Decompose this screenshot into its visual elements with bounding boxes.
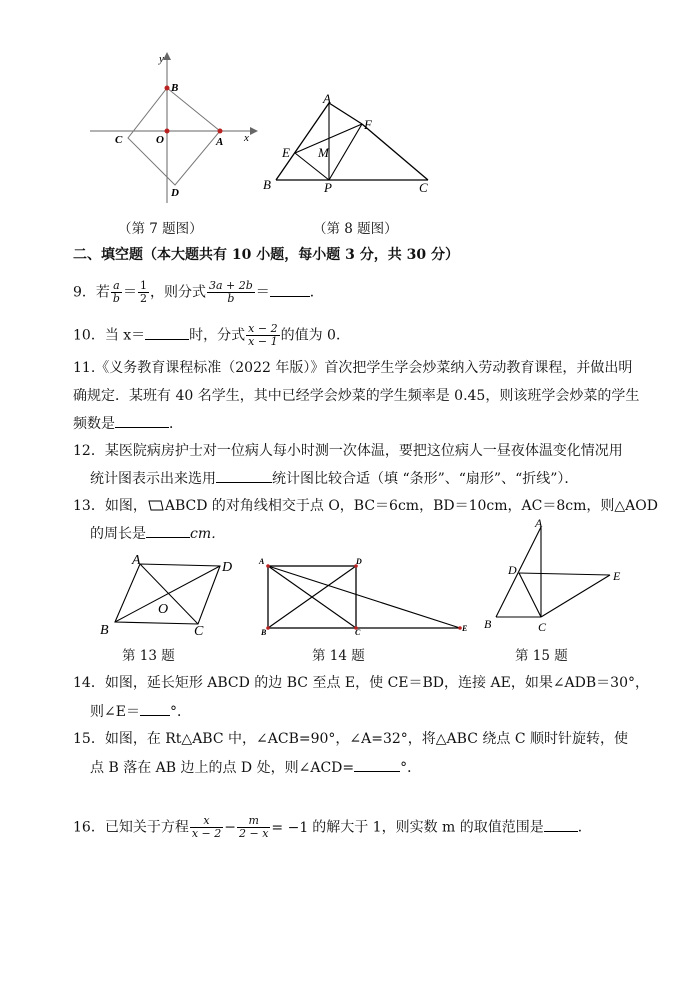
q14-line2 <box>90 701 191 722</box>
origin-point <box>165 129 170 134</box>
label-a: A <box>259 557 265 566</box>
q15-line2-end: °． <box>400 760 422 776</box>
q16-minus: − <box>224 819 236 836</box>
figure-13 <box>95 552 245 640</box>
label-d: D <box>356 557 362 566</box>
q9-fraction-expr: $\frac{3a + 2b}{b}$ <box>208 279 253 305</box>
q15-answer-blank[interactable] <box>354 757 400 772</box>
q15-line2 <box>90 757 421 778</box>
label-e: E <box>462 624 468 633</box>
label-c: C <box>355 628 361 637</box>
q11-answer-blank[interactable] <box>115 413 169 428</box>
q9-answer-blank[interactable] <box>270 282 310 297</box>
q11-line3-end: ． <box>169 416 183 432</box>
figure-15 <box>478 515 633 635</box>
y-axis-label: y <box>159 53 164 65</box>
q12-line2-end: 统计图比较合适（填 “条形”、“扇形”、“折线”）． <box>272 471 579 487</box>
q10-mid: 时，分式 <box>189 327 246 344</box>
q11-line3 <box>73 413 183 434</box>
label-m: M <box>318 145 329 160</box>
q13-line1-text: ABCD 的对角线相交于点 O，BC＝6cm，BD＝10cm，AC＝8cm，则△AOD <box>164 498 658 514</box>
q13-answer-blank[interactable] <box>146 523 190 538</box>
q14-answer-blank[interactable] <box>140 701 170 716</box>
q10-fraction: $\frac{x - 2}{x - 1}$ <box>248 322 278 348</box>
q13-unit: cm． <box>190 526 226 542</box>
label-c: C <box>115 134 123 146</box>
label-b: B <box>263 177 271 192</box>
label-o: O <box>158 602 169 617</box>
q16-end: 的解大于 1，则实数 m 的取值范围是 <box>312 819 544 836</box>
label-a: A <box>216 136 224 148</box>
label-f: F <box>364 117 372 132</box>
q12-line2 <box>90 468 578 489</box>
q9-equals-2: ＝ <box>255 284 270 301</box>
label-c: C <box>194 624 204 639</box>
label-d: D <box>508 563 517 577</box>
label-b: B <box>484 617 492 631</box>
label-e: E <box>613 569 621 583</box>
q14-line2-end: °． <box>169 704 191 720</box>
q9-fraction-half: $\frac{1}{2}$ <box>139 279 147 305</box>
caption-fig14: 第 14 题 <box>312 648 365 664</box>
label-a: A <box>535 516 543 530</box>
label-p: P <box>324 180 332 195</box>
q12-answer-blank[interactable] <box>216 468 272 483</box>
figure-14 <box>255 552 475 637</box>
label-b: B <box>261 628 267 637</box>
label-c: C <box>538 620 547 634</box>
label-o: O <box>156 134 164 146</box>
q13-start: 13．如图， <box>73 498 147 514</box>
q14-line1: 14．如图，延长矩形 ABCD 的边 BC 至点 E，使 CE＝BD，连接 AE，如果∠ADB＝30°， <box>73 675 649 691</box>
q15-line1: 15．如图，在 Rt△ABC 中，∠ACB=90°，∠A=32°，将△ABC 绕点 C 顺时针旋转，使 <box>73 731 628 747</box>
q16-fraction-1: $\frac{x}{x - 2}$ <box>191 814 222 840</box>
point-b <box>165 86 170 91</box>
label-e: E <box>282 145 290 160</box>
q9-equals: ＝ <box>122 284 137 301</box>
figure-8 <box>258 88 443 198</box>
q11-line2: 确规定．某班有 40 名学生，其中已经学会炒菜的学生频率是 0.45，则该班学会炒菜的学生 <box>73 388 640 404</box>
q15-line2-start: 点 B 落在 AB 边上的点 D 处，则∠ACD= <box>90 760 355 776</box>
q12-line1: 12．某医院病房护士对一位病人每小时测一次体温，要把这位病人一昼夜体温变化情况用 <box>73 443 623 459</box>
x-axis-label: x <box>244 132 249 144</box>
figure-7 <box>85 48 260 208</box>
question-9 <box>73 280 324 305</box>
q16-fraction-2: $\frac{m}{2 - x}$ <box>238 814 269 840</box>
q9-start: 9．若 <box>73 284 110 301</box>
q9-mid: ，则分式 <box>149 284 206 301</box>
q13-line2-start: 的周长是 <box>90 526 146 542</box>
caption-fig13: 第 13 题 <box>122 648 175 664</box>
label-a: A <box>323 91 331 106</box>
caption-fig15: 第 15 题 <box>515 648 568 664</box>
label-d: D <box>222 560 233 575</box>
q10-answer-blank[interactable] <box>145 325 189 340</box>
label-d: D <box>171 187 179 199</box>
q10-end: 的值为 0． <box>280 327 350 344</box>
label-b: B <box>100 623 109 638</box>
question-16 <box>73 815 592 840</box>
q10-start: 10．当 x＝ <box>73 327 146 344</box>
q16-tail: ． <box>577 819 592 836</box>
section-heading: 二、填空题（本大题共有 10 小题，每小题 3 分，共 30 分） <box>73 247 459 263</box>
caption-fig7: （第 7 题图） <box>118 221 203 237</box>
q11-line3-start: 频数是 <box>73 416 115 432</box>
q13-line1 <box>73 496 658 516</box>
q16-equals: = −1 <box>271 819 309 836</box>
q16-answer-blank[interactable] <box>544 817 578 832</box>
q16-start: 16．已知关于方程 <box>73 819 189 836</box>
label-c: C <box>419 180 428 195</box>
label-b: B <box>171 82 179 94</box>
question-10 <box>73 323 350 348</box>
q11-line1: 11.《义务教育课程标准（2022 年版）》首次把学生学会炒菜纳入劳动教育课程，并做出明 <box>73 360 633 376</box>
q14-line2-start: 则∠E＝ <box>90 704 140 720</box>
label-a: A <box>132 553 141 568</box>
q12-line2-start: 统计图表示出来选用 <box>90 471 216 487</box>
parallelogram-icon <box>147 499 165 511</box>
caption-fig8: （第 8 题图） <box>313 221 398 237</box>
q9-tail: ． <box>309 284 324 301</box>
point-a <box>218 129 223 134</box>
q9-fraction-a-b: $\frac{a}{b}$ <box>112 279 120 305</box>
q13-line2 <box>90 523 225 544</box>
